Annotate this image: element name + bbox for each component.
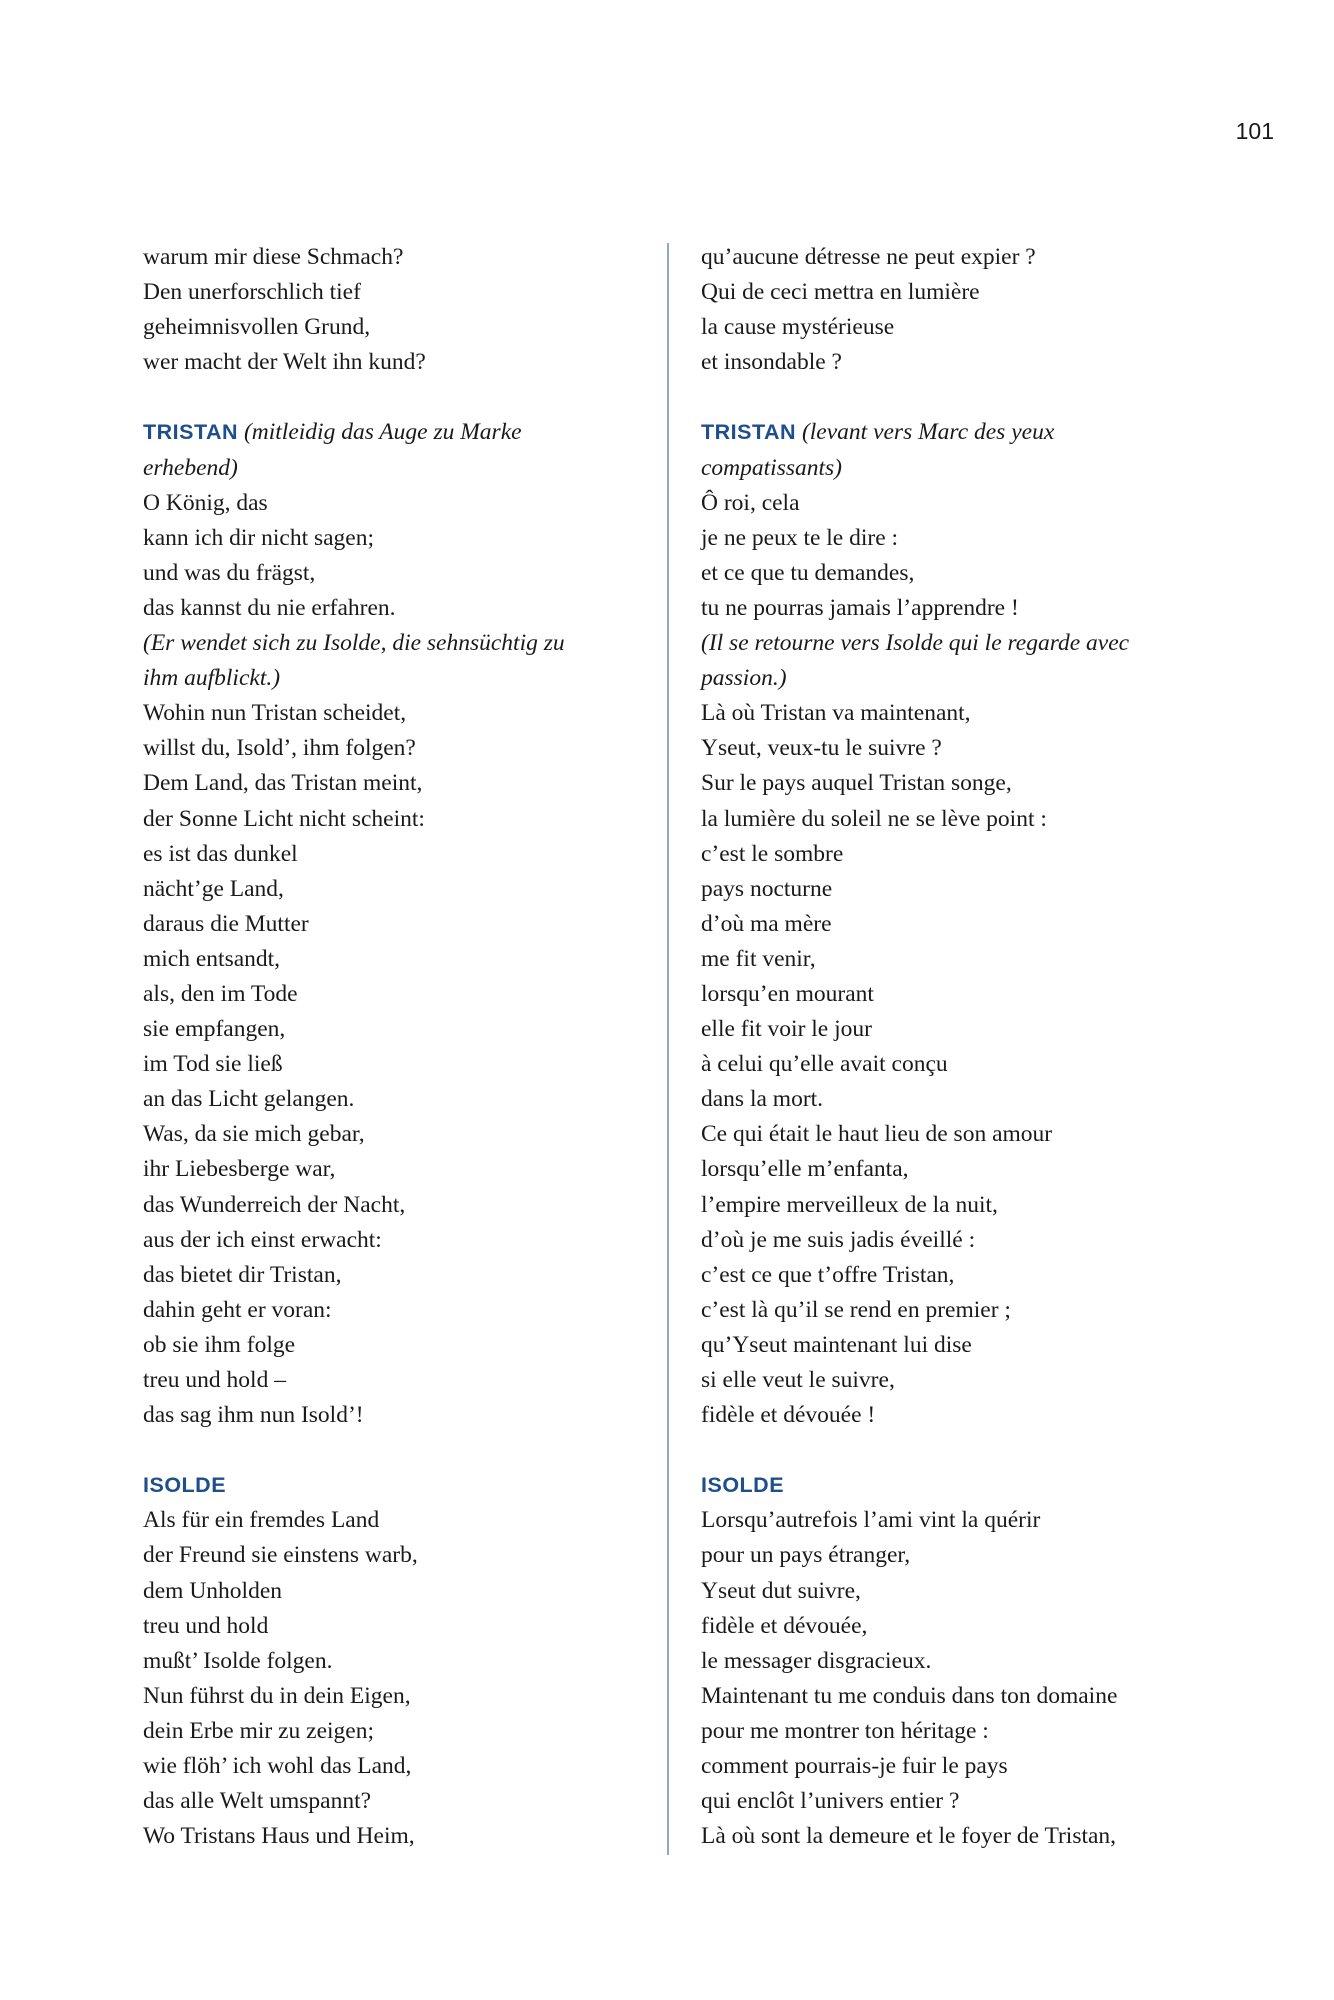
verse-line: elle fit voir le jour	[701, 1016, 872, 1043]
verse-line: Qui de ceci mettra en lumière	[701, 279, 980, 306]
verse-line: Ô roi, cela	[701, 489, 800, 516]
verse-line: an das Licht gelangen.	[143, 1086, 355, 1113]
verse-line: Wo Tristans Haus und Heim,	[143, 1823, 415, 1850]
verse-line: la cause mystérieuse	[701, 314, 895, 341]
verse-line: das alle Welt umspannt?	[143, 1788, 372, 1815]
verse-line: Dem Land, das Tristan meint,	[143, 770, 423, 797]
verse-line: und was du frägst,	[143, 559, 316, 586]
tristan-passage	[701, 415, 1261, 1433]
verse-line: me fit venir,	[701, 945, 816, 972]
verse-line: der Freund sie einstens warb,	[143, 1542, 418, 1569]
verse-line: Als für ein fremdes Land	[143, 1507, 380, 1534]
verse-line: d’où je me suis jadis éveillé :	[701, 1226, 976, 1253]
verse-line: Yseut, veux-tu le suivre ?	[701, 735, 942, 762]
verse-line: pour un pays étranger,	[701, 1542, 911, 1569]
stage-direction: erhebend)	[143, 454, 238, 481]
verse-line: im Tod sie ließ	[143, 1051, 283, 1078]
verse-line: d’où ma mère	[701, 910, 832, 937]
verse-line: mich entsandt,	[143, 945, 281, 972]
speaker-name: ISOLDE	[701, 1473, 785, 1498]
verse-line: lorsqu’elle m’enfanta,	[701, 1156, 909, 1183]
verse-line: daraus die Mutter	[143, 910, 309, 937]
verse-line: aus der ich einst erwacht:	[143, 1226, 382, 1253]
verse-line: je ne peux te le dire :	[701, 524, 899, 551]
verse-line: O König, das	[143, 489, 268, 516]
verse-line: à celui qu’elle avait conçu	[701, 1051, 948, 1078]
verse-line: wer macht der Welt ihn kund?	[143, 349, 426, 376]
german-column	[143, 240, 643, 1854]
verse-line: fidèle et dévouée,	[701, 1612, 868, 1639]
verse-line: das bietet dir Tristan,	[143, 1261, 342, 1288]
verse-line: Là où Tristan va maintenant,	[701, 700, 971, 727]
verse-line: pays nocturne	[701, 875, 833, 902]
opening-lines	[701, 240, 1261, 380]
verse-line: Là où sont la demeure et le foyer de Tristan,	[701, 1823, 1117, 1850]
tristan-passage	[143, 415, 643, 1433]
stage-direction: compatissants)	[701, 454, 842, 481]
verse-line: et insondable ?	[701, 349, 842, 376]
verse-line: ob sie ihm folge	[143, 1331, 296, 1358]
verse-line: kann ich dir nicht sagen;	[143, 524, 375, 551]
verse-line: der Sonne Licht nicht scheint:	[143, 805, 425, 832]
isolde-passage	[701, 1468, 1261, 1854]
speaker-name: TRISTAN	[701, 420, 797, 445]
verse-line: Den unerforschlich tief	[143, 279, 361, 306]
verse-line: et ce que tu demandes,	[701, 559, 915, 586]
verse-line: lorsqu’en mourant	[701, 980, 874, 1007]
verse-line: Lorsqu’autrefois l’ami vint la quérir	[701, 1507, 1041, 1534]
verse-line: treu und hold	[143, 1612, 269, 1639]
verse-line: dahin geht er voran:	[143, 1296, 332, 1323]
verse-line: Sur le pays auquel Tristan songe,	[701, 770, 1012, 797]
verse-line: Maintenant tu me conduis dans ton domaine	[701, 1682, 1118, 1709]
stage-direction: (Il se retourne vers Isolde qui le regarde avec	[701, 630, 1130, 657]
verse-line: dein Erbe mir zu zeigen;	[143, 1717, 374, 1744]
stage-direction: ihm aufblickt.)	[143, 665, 281, 692]
verse-line: treu und hold –	[143, 1367, 286, 1393]
verse-line: wie flöh’ ich wohl das Land,	[143, 1753, 412, 1780]
speaker-name: TRISTAN	[143, 420, 239, 445]
verse-line: mußt’ Isolde folgen.	[143, 1647, 333, 1674]
verse-line: Yseut dut suivre,	[701, 1577, 861, 1604]
page-number: 101	[1235, 118, 1274, 144]
verse-line: dem Unholden	[143, 1577, 283, 1604]
verse-line: Wohin nun Tristan scheidet,	[143, 700, 407, 727]
verse-line: geheimnisvollen Grund,	[143, 314, 371, 341]
verse-line: Was, da sie mich gebar,	[143, 1121, 365, 1148]
verse-line: warum mir diese Schmach?	[143, 244, 404, 270]
verse-line: c’est le sombre	[701, 840, 844, 867]
verse-line: als, den im Tode	[143, 980, 298, 1007]
verse-line: qui enclôt l’univers entier ?	[701, 1788, 960, 1815]
verse-line: dans la mort.	[701, 1086, 824, 1113]
verse-line: pour me montrer ton héritage :	[701, 1717, 989, 1744]
verse-line: qu’Yseut maintenant lui dise	[701, 1331, 972, 1358]
verse-line: Ce qui était le haut lieu de son amour	[701, 1121, 1053, 1148]
verse-line: das Wunderreich der Nacht,	[143, 1191, 406, 1218]
verse-line: c’est ce que t’offre Tristan,	[701, 1261, 955, 1288]
french-column	[701, 240, 1261, 1854]
opening-lines	[143, 240, 643, 380]
stage-direction: (Er wendet sich zu Isolde, die sehnsüchtig zu	[143, 630, 565, 657]
verse-line: l’empire merveilleux de la nuit,	[701, 1191, 998, 1218]
verse-line: Nun führst du in dein Eigen,	[143, 1682, 411, 1709]
verse-line: le messager disgracieux.	[701, 1647, 932, 1674]
stage-direction: passion.)	[701, 665, 787, 692]
verse-line: nächt’ge Land,	[143, 875, 284, 902]
verse-line: c’est là qu’il se rend en premier ;	[701, 1296, 1011, 1323]
verse-line: si elle veut le suivre,	[701, 1367, 895, 1393]
verse-line: qu’aucune détresse ne peut expier ?	[701, 244, 1036, 270]
verse-line: sie empfangen,	[143, 1016, 286, 1043]
verse-line: comment pourrais-je fuir le pays	[701, 1753, 1008, 1780]
verse-line: das kannst du nie erfahren.	[143, 594, 396, 621]
speaker-name: ISOLDE	[143, 1473, 227, 1498]
verse-line: willst du, Isold’, ihm folgen?	[143, 735, 416, 762]
verse-line: es ist das dunkel	[143, 840, 298, 867]
stage-direction: (levant vers Marc des yeux	[801, 419, 1055, 446]
verse-line: ihr Liebesberge war,	[143, 1156, 336, 1183]
isolde-passage	[143, 1468, 643, 1854]
verse-line: das sag ihm nun Isold’!	[143, 1402, 364, 1429]
verse-line: fidèle et dévouée !	[701, 1402, 876, 1429]
column-divider	[667, 243, 669, 1855]
stage-direction: (mitleidig das Auge zu Marke	[243, 419, 522, 446]
verse-line: tu ne pourras jamais l’apprendre !	[701, 594, 1019, 621]
verse-line: la lumière du soleil ne se lève point :	[701, 805, 1047, 832]
